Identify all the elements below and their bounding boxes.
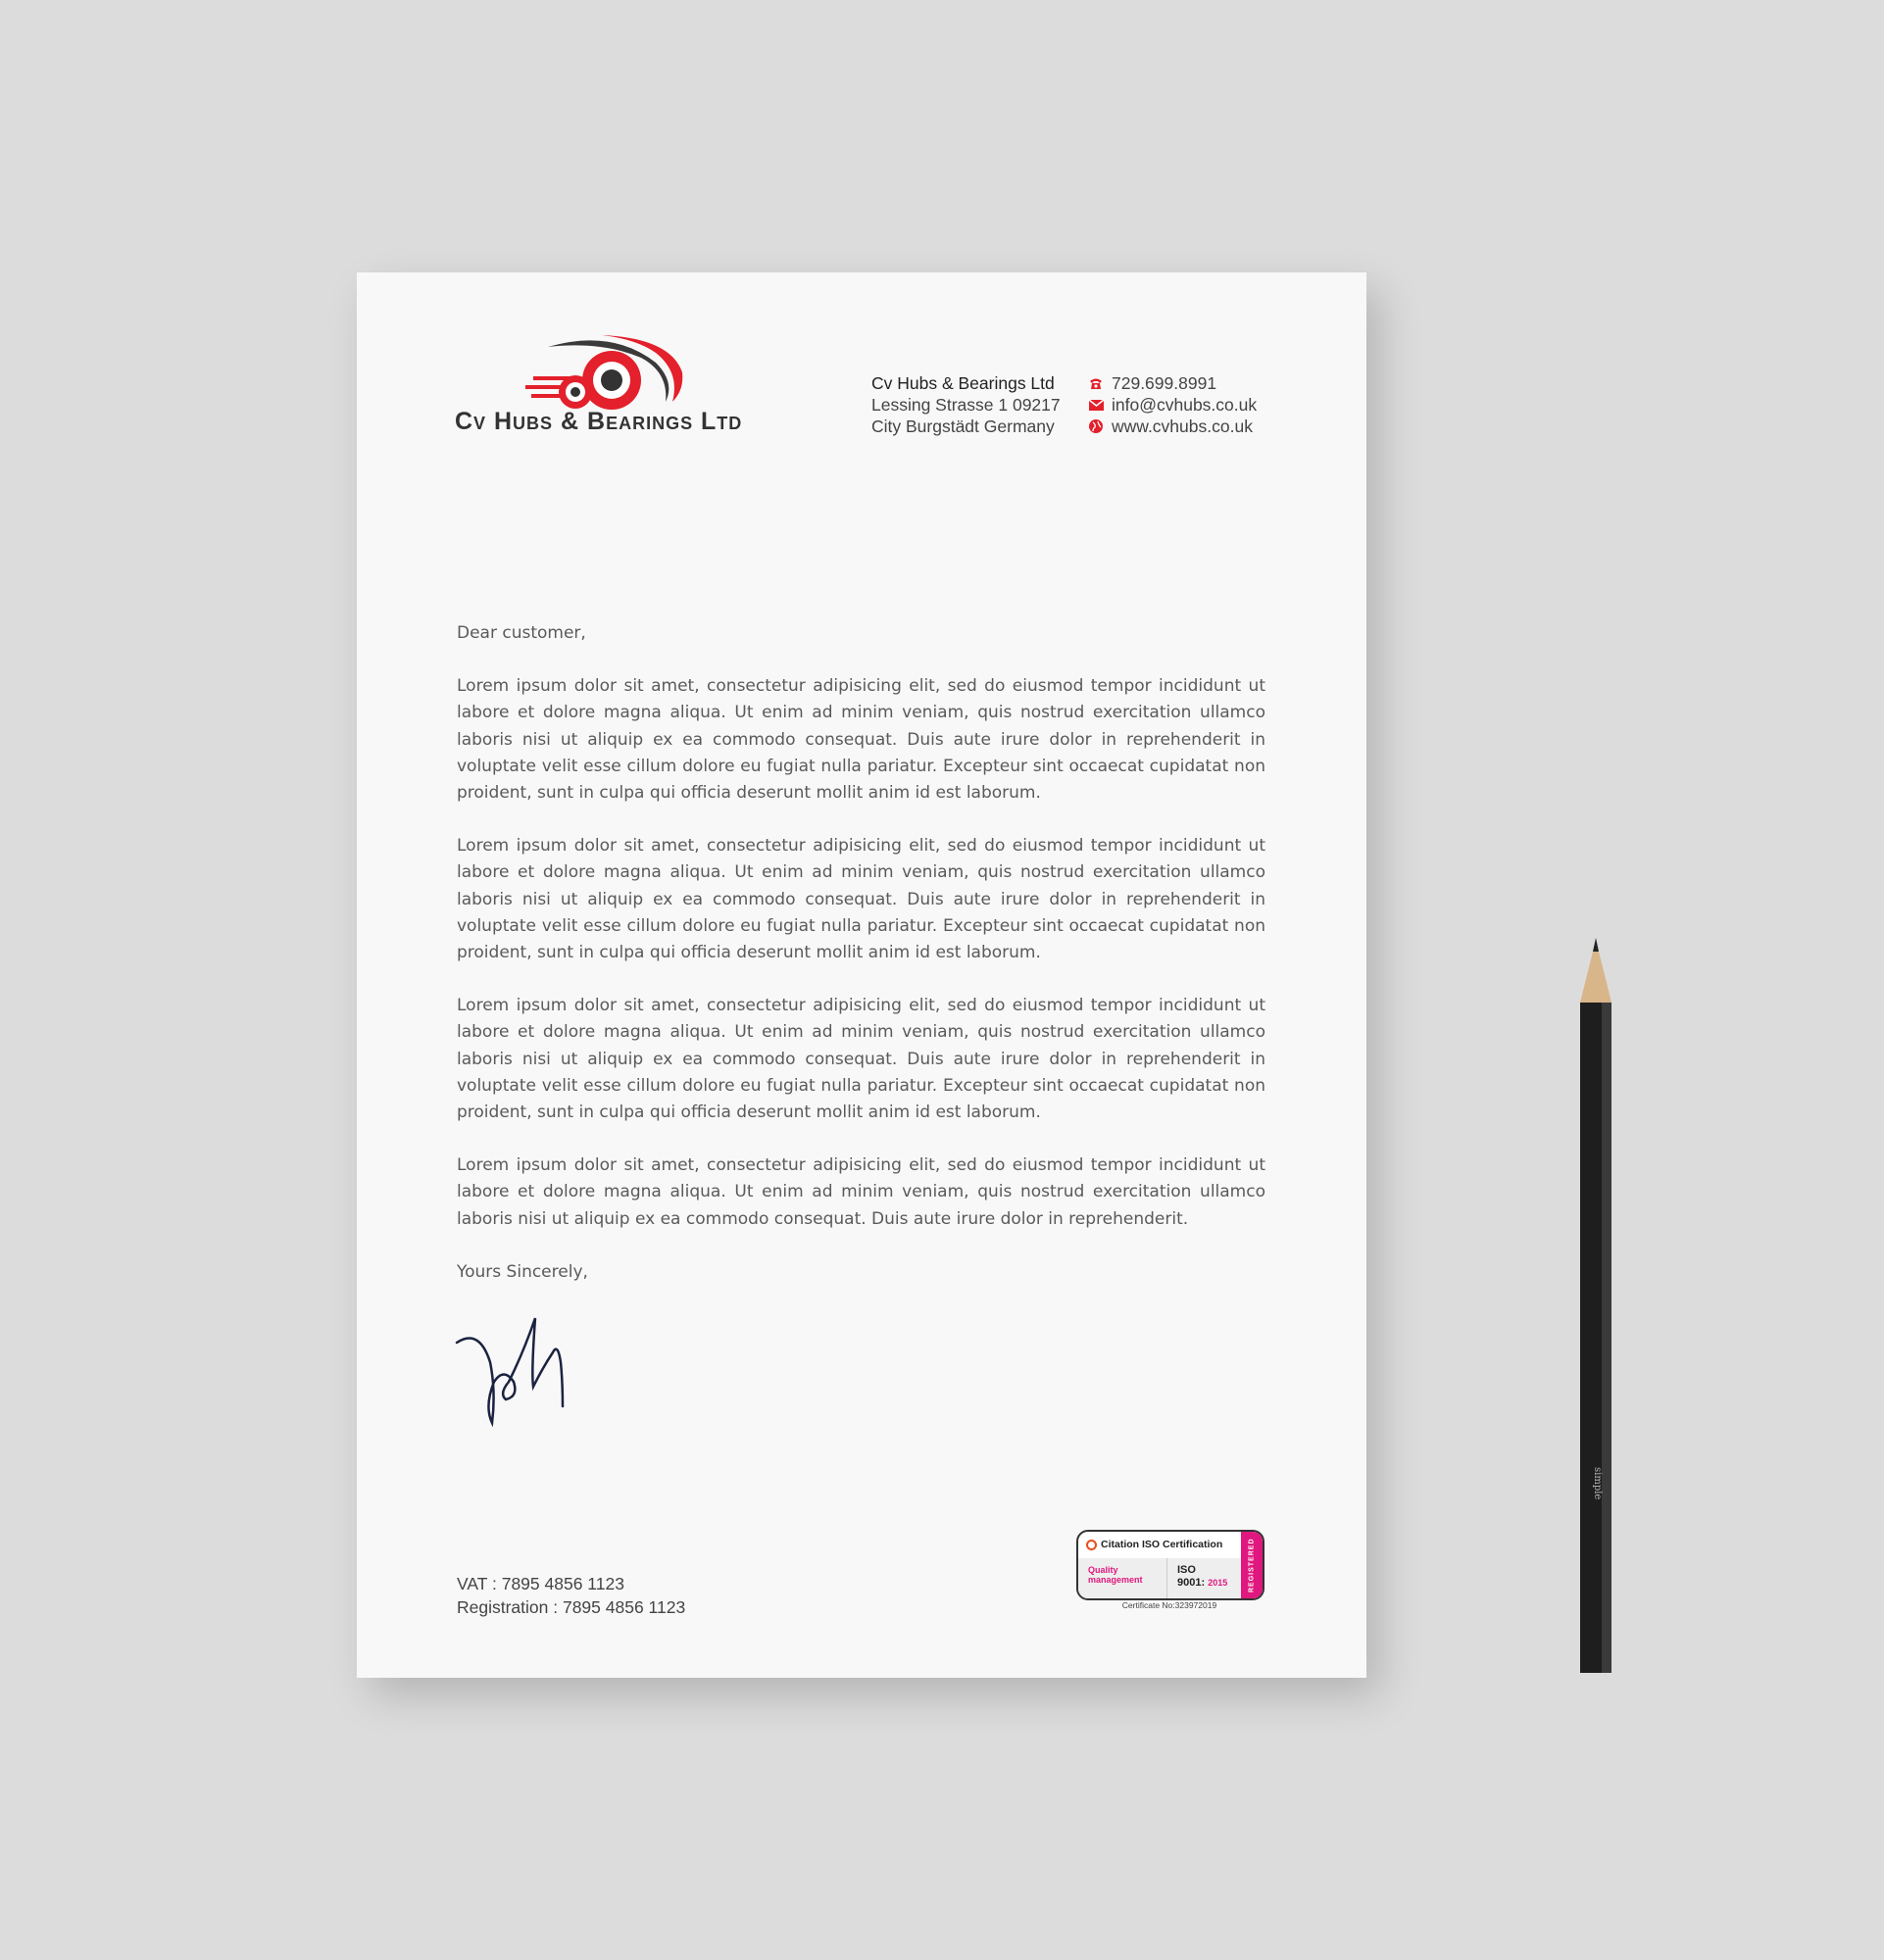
contact-info [1088, 372, 1257, 437]
address-line-1: Lessing Strasse 1 09217 [871, 395, 1061, 415]
vat-number: VAT : 7895 4856 1123 [457, 1574, 624, 1593]
citation-logo-icon [1086, 1540, 1097, 1550]
email-icon [1088, 397, 1104, 413]
company-name: Cv Hubs & Bearings Ltd [871, 373, 1055, 393]
greeting: Dear customer, [457, 623, 586, 643]
bearing-logo-icon [455, 333, 798, 412]
phone-number[interactable]: 729.699.8991 [1112, 373, 1217, 393]
iso-certification-badge: Citation ISO Certification Quality management ISO 9001: 2015 REGISTERED [1076, 1530, 1264, 1600]
website-link[interactable]: www.cvhubs.co.uk [1112, 416, 1253, 436]
letter-body [457, 620, 1265, 1312]
company-logo [455, 333, 798, 441]
company-address [871, 372, 1061, 437]
email-address[interactable]: info@cvhubs.co.uk [1112, 395, 1258, 415]
pencil-label: simple [1592, 1467, 1603, 1500]
registration-number: Registration : 7895 4856 1123 [457, 1597, 686, 1617]
signature [455, 1313, 582, 1436]
pencil [1580, 938, 1611, 1673]
closing: Yours Sincerely, [457, 1261, 588, 1282]
paragraph: Lorem ipsum dolor sit amet, consectetur adipisicing elit, sed do eiusmod tempor incididunt ut labore et dolore magna aliqua. Ut enim ad minim veniam, quis nostrud exercitation ullamco laboris nisi ut aliquip ex ea commodo consequat. Duis aute irure dolor in reprehenderit in voluptate velit esse cillum dolore eu fugiat nulla pariatur. Excepteur sint occaecat cupidatat non proident, sunt in culpa qui officia deserunt mollit anim id est laborum. [457, 996, 1265, 1123]
paragraph: Lorem ipsum dolor sit amet, consectetur adipisicing elit, sed do eiusmod tempor incididunt ut labore et dolore magna aliqua. Ut enim ad minim veniam, quis nostrud exercitation ullamco laboris nisi ut aliquip ex ea commodo consequat. Duis aute irure dolor in reprehenderit in voluptate velit esse cillum dolore eu fugiat nulla pariatur. Excepteur sint occaecat cupidatat non proident, sunt in culpa qui officia deserunt mollit anim id est laborum. [457, 836, 1265, 963]
paragraph: Lorem ipsum dolor sit amet, consectetur adipisicing elit, sed do eiusmod tempor incididunt ut labore et dolore magna aliqua. Ut enim ad minim veniam, quis nostrud exercitation ullamco laboris nisi ut aliquip ex ea commodo consequat. Duis aute irure dolor in reprehenderit in voluptate velit esse cillum dolore eu fugiat nulla pariatur. Excepteur sint occaecat cupidatat non proident, sunt in culpa qui officia deserunt mollit anim id est laborum. [457, 676, 1265, 804]
letterhead-paper [357, 272, 1366, 1678]
logo-wordmark: Cv Hubs & Bearings Ltd [455, 408, 743, 435]
address-line-2: City Burgstädt Germany [871, 416, 1055, 436]
phone-icon [1088, 375, 1104, 391]
footer-registration [457, 1572, 685, 1619]
certificate-number: Certificate No:323972019 [1121, 1600, 1217, 1610]
paragraph: Lorem ipsum dolor sit amet, consectetur adipisicing elit, sed do eiusmod tempor incididunt ut labore et dolore magna aliqua. Ut enim ad minim veniam, quis nostrud exercitation ullamco laboris nisi ut aliquip ex ea commodo consequat. Duis aute irure dolor in reprehenderit. [457, 1155, 1265, 1229]
globe-icon [1088, 418, 1104, 434]
